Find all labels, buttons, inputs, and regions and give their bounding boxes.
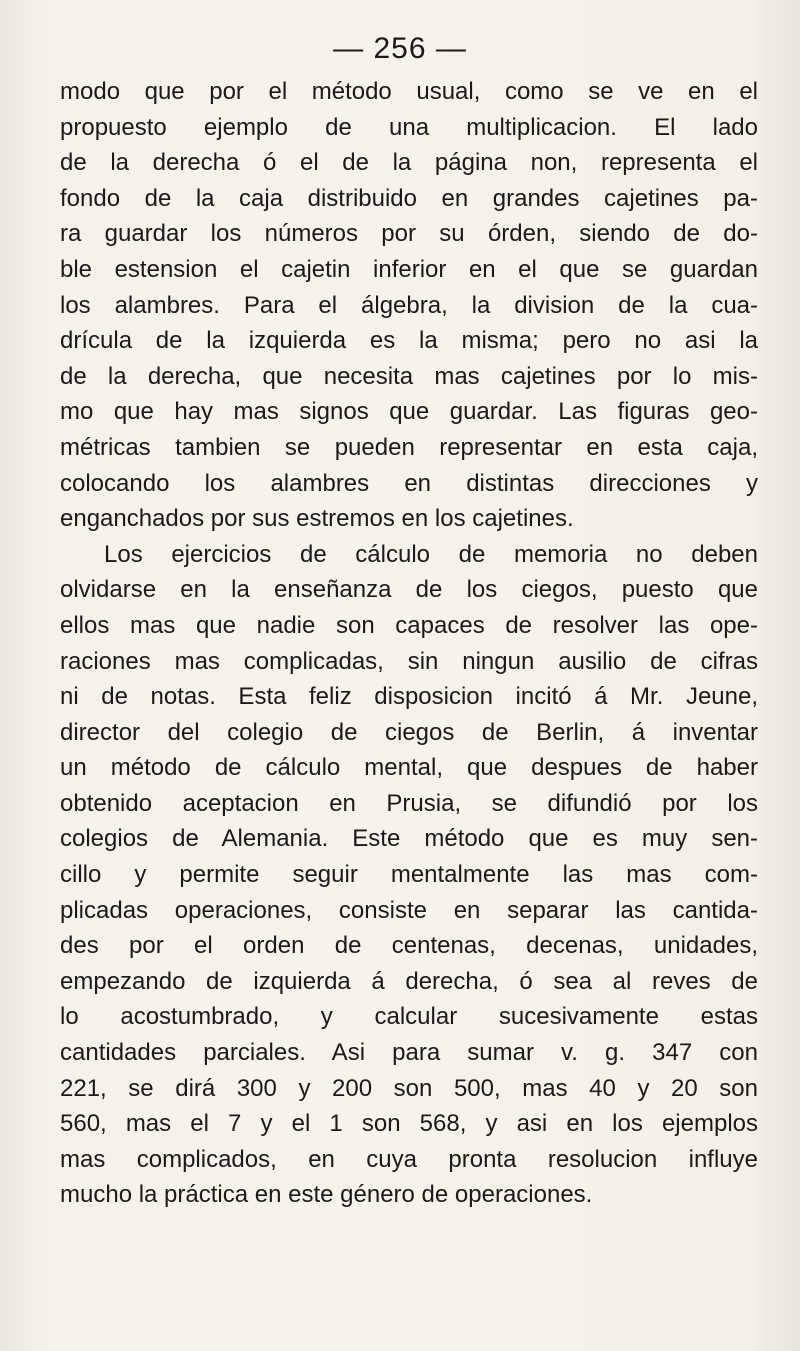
text-line: empezando de izquierda á derecha, ó sea al reves de — [60, 967, 758, 995]
text-line: de la derecha, que necesita mas cajetines por lo mis- — [60, 362, 758, 390]
text-line: modo que por el método usual, como se ve en el — [60, 78, 758, 105]
text-line: ble estension el cajetin inferior en el que se guardan — [60, 255, 758, 283]
text-line: mo que hay mas signos que guardar. Las figuras geo- — [60, 398, 758, 426]
text-line: colocando los alambres en distintas direcciones y — [60, 469, 758, 497]
text-line: ni de notas. Esta feliz disposicion incitó á Mr. Jeune, — [60, 683, 758, 711]
text-line: mas complicados, en cuya pronta resolucion influye — [60, 1145, 758, 1173]
text-line: fondo de la caja distribuido en grandes cajetines pa- — [60, 184, 758, 212]
text-line: ellos mas que nadie son capaces de resolver las ope- — [60, 611, 758, 639]
text-line: 221, se dirá 300 y 200 son 500, mas 40 y 20 son — [60, 1074, 758, 1102]
text-line: de la derecha ó el de la página non, representa el — [60, 149, 758, 177]
text-line: los alambres. Para el álgebra, la division de la cua- — [60, 291, 758, 319]
text-line: lo acostumbrado, y calcular sucesivamente estas — [60, 1003, 758, 1031]
body-text — [60, 74, 758, 1213]
text-line: des por el orden de centenas, decenas, unidades, — [60, 932, 758, 960]
text-line: olvidarse en la enseñanza de los ciegos, puesto que — [60, 576, 758, 604]
text-line: métricas tambien se pueden representar en esta caja, — [60, 433, 758, 461]
text-line: cantidades parciales. Asi para sumar v. g. 347 con — [60, 1039, 758, 1067]
text-line: 560, mas el 7 y el 1 son 568, y asi en los ejemplos — [60, 1110, 758, 1138]
text-line: plicadas operaciones, consiste en separar las cantida- — [60, 896, 758, 924]
text-line: director del colegio de ciegos de Berlin, á inventar — [60, 718, 758, 746]
text-line: raciones mas complicadas, sin ningun ausilio de cifras — [60, 647, 758, 675]
page-number: — 256 — — [333, 32, 467, 65]
paragraph-end-line: enganchados por sus estremos en los cajetines. — [60, 505, 574, 533]
text-line: propuesto ejemplo de una multiplicacion. El lado — [60, 113, 758, 141]
paragraph-start-line: Los ejercicios de cálculo de memoria no deben — [104, 540, 758, 568]
paragraph-end-line: mucho la práctica en este género de operaciones. — [60, 1181, 593, 1209]
text-line: drícula de la izquierda es la misma; pero no asi la — [60, 327, 758, 355]
text-line: obtenido aceptacion en Prusia, se difundió por los — [60, 789, 758, 817]
text-line: un método de cálculo mental, que despues de haber — [60, 754, 758, 782]
text-line: ra guardar los números por su órden, siendo de do- — [60, 220, 758, 248]
text-line: cillo y permite seguir mentalmente las mas com- — [60, 861, 758, 889]
text-line: colegios de Alemania. Este método que es muy sen- — [60, 825, 758, 853]
